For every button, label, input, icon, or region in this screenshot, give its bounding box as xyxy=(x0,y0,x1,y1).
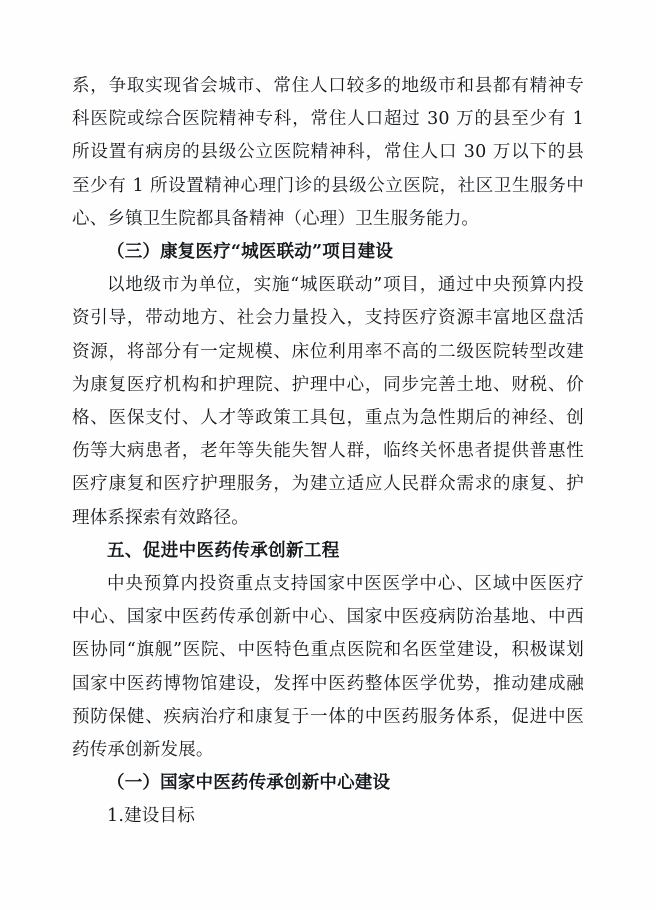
numbered-subheading-jianshe-mubiao: 1.建设目标 xyxy=(107,806,195,827)
section-heading-zhongyiyao: 五、促进中医药传承创新工程 xyxy=(107,540,340,561)
paragraph-continued: 系，争取实现省会城市、常住人口较多的地级市和县都有精神专科医院或综合医院精神专科，常住人口超过 30 万的县至少有 1 所设置有病房的县级公立医院精神科，常住人口 30 万以下的县至少有 1 所设置精神心理门诊的县级公立医院，社区卫生服务中心、乡镇卫生院都具备精神（心理）卫生服务能力。 xyxy=(72,76,584,229)
paragraph-chengyi-liandong: 以地级市为单位，实施“城医联动”项目，通过中央预算内投资引导，带动地方、社会力量投入，支持医疗资源丰富地区盘活资源，将部分有一定规模、床位利用率不高的二级医院转型改建为康复医疗机构和护理院、护理中心，同步完善土地、财税、价格、医保支付、人才等政策工具包，重点为急性期后的神经、创伤等大病患者，老年等失能失智人群，临终关怀患者提供普惠性医疗康复和医疗护理服务，为建立适应人民群众需求的康复、护理体系探索有效路径。 xyxy=(72,275,584,528)
section-subheading-chuangxin-zhongxin: （一）国家中医药传承创新中心建设 xyxy=(107,773,391,794)
document-body xyxy=(72,70,584,834)
paragraph-zhongyiyao: 中央预算内投资重点支持国家中医医学中心、区域中医医疗中心、国家中医药传承创新中心、国家中医疫病防治基地、中西医协同“旗舰”医院、中医特色重点医院和名医堂建设，积极谋划国家中医药博物馆建设，发挥中医药整体医学优势，推动建成融预防保健、疾病治疗和康复于一体的中医药服务体系，促进中医药传承创新发展。 xyxy=(72,574,584,761)
section-subheading-kangfu: （三）康复医疗“城医联动”项目建设 xyxy=(107,242,394,263)
